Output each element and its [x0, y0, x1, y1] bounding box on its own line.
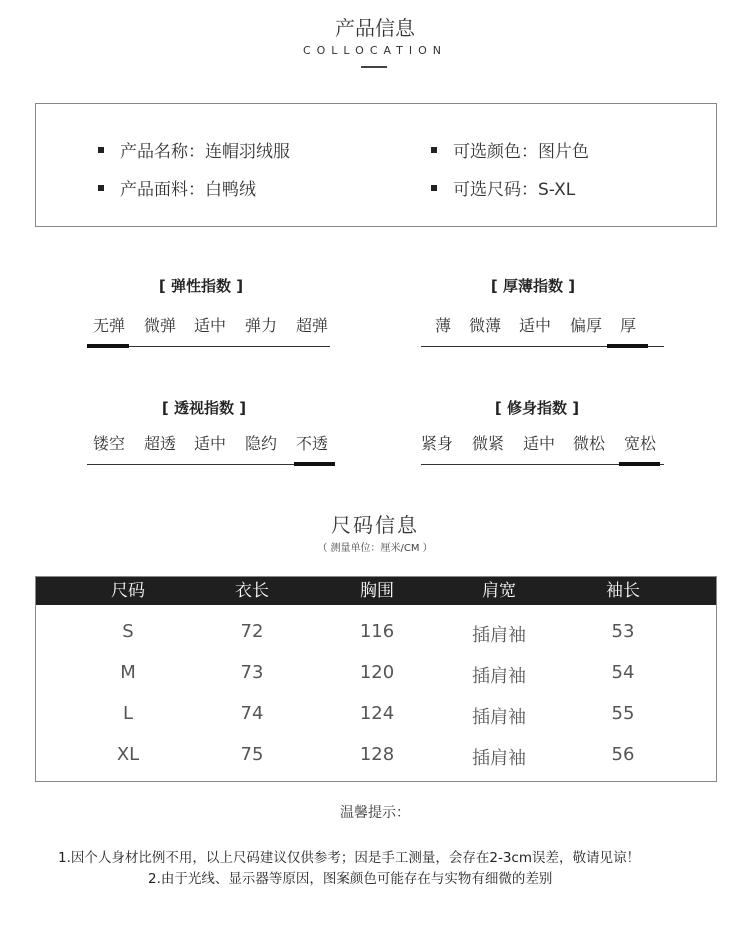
- thickness-option: 适中: [518, 316, 551, 335]
- column-header-chest: 胸围: [360, 581, 394, 601]
- elasticity-option: 微弹: [143, 316, 176, 335]
- table-cell: 73: [240, 662, 264, 683]
- transparency-option: 隐约: [244, 434, 277, 453]
- fit-option: 适中: [522, 434, 555, 453]
- table-cell: 72: [240, 621, 264, 642]
- product-name-text: 产品名称：连帽羽绒服: [120, 142, 290, 162]
- size-table: [35, 576, 717, 782]
- table-cell: 插肩袖: [472, 625, 526, 646]
- product-size-item: [431, 175, 575, 200]
- transparency-selected-marker: [294, 462, 335, 466]
- bullet-icon: [98, 147, 104, 153]
- table-cell: 128: [359, 744, 395, 765]
- column-header-length: 衣长: [235, 581, 269, 601]
- fit-selected-marker: [619, 462, 660, 466]
- transparency-option: 镂空: [92, 434, 125, 453]
- table-cell: 53: [611, 621, 635, 642]
- thickness-index-title: [ 厚薄指数 ]: [490, 277, 576, 295]
- thickness-option: 厚: [619, 316, 636, 335]
- title-divider: [361, 66, 387, 68]
- product-name-item: [98, 137, 290, 162]
- product-fabric-text: 产品面料：白鸭绒: [120, 180, 256, 200]
- product-color-item: [431, 137, 589, 162]
- table-cell: 插肩袖: [472, 748, 526, 769]
- column-header-size: 尺码: [111, 581, 145, 601]
- tips-title: 温馨提示：: [340, 805, 410, 821]
- product-fabric-item: [98, 175, 256, 200]
- transparency-option: 超透: [143, 434, 176, 453]
- table-cell: 插肩袖: [472, 707, 526, 728]
- table-cell: 54: [611, 662, 635, 683]
- product-info-box: [35, 103, 717, 227]
- tip-line-1: 1.因个人身材比例不用，以上尺码建议仅供参考；因是手工测量，会存在2-3cm误差，敬请见谅！: [58, 850, 641, 866]
- elasticity-selected-marker: [87, 344, 129, 348]
- tip-line-2: 2.由于光线、显示器等原因，图案颜色可能存在与实物有细微的差别: [148, 871, 553, 887]
- table-cell: 75: [240, 744, 264, 765]
- bullet-icon: [431, 185, 437, 191]
- thickness-option: 薄: [434, 316, 451, 335]
- fit-option: 微紧: [471, 434, 504, 453]
- page-subtitle: COLLOCATION: [302, 44, 448, 57]
- bullet-icon: [98, 185, 104, 191]
- page-title: 产品信息: [335, 16, 415, 40]
- elasticity-index-title: [ 弹性指数 ]: [158, 277, 244, 295]
- table-cell: M: [120, 662, 136, 683]
- bullet-icon: [431, 147, 437, 153]
- size-info-title: 尺码信息: [331, 513, 419, 537]
- size-info-unit: （ 测量单位：厘米/CM ）: [317, 543, 433, 554]
- fit-index-title: [ 修身指数 ]: [494, 399, 580, 417]
- size-table-header: [36, 577, 716, 605]
- product-color-text: 可选颜色：图片色: [453, 142, 589, 162]
- table-cell: 116: [359, 621, 395, 642]
- table-cell: XL: [116, 744, 140, 765]
- fit-option: 宽松: [623, 434, 656, 453]
- fit-option: 紧身: [420, 434, 453, 453]
- table-cell: 55: [611, 703, 635, 724]
- table-cell: 124: [359, 703, 395, 724]
- transparency-index-title: [ 透视指数 ]: [161, 399, 247, 417]
- elasticity-option: 弹力: [244, 316, 277, 335]
- elasticity-option: 适中: [193, 316, 226, 335]
- thickness-option: 偏厚: [569, 316, 602, 335]
- column-header-sleeve: 袖长: [606, 581, 640, 601]
- elasticity-option: 无弹: [92, 316, 125, 335]
- table-cell: 120: [359, 662, 395, 683]
- transparency-option: 适中: [193, 434, 226, 453]
- thickness-option: 微薄: [468, 316, 501, 335]
- product-size-text: 可选尺码：S-XL: [453, 180, 576, 200]
- table-cell: L: [122, 703, 134, 724]
- table-cell: S: [122, 621, 134, 642]
- table-cell: 74: [240, 703, 264, 724]
- table-cell: 插肩袖: [472, 666, 526, 687]
- table-cell: 56: [611, 744, 635, 765]
- transparency-option: 不透: [295, 434, 328, 453]
- column-header-shoulder: 肩宽: [482, 581, 516, 601]
- elasticity-option: 超弹: [295, 316, 328, 335]
- thickness-selected-marker: [607, 344, 648, 348]
- fit-option: 微松: [572, 434, 605, 453]
